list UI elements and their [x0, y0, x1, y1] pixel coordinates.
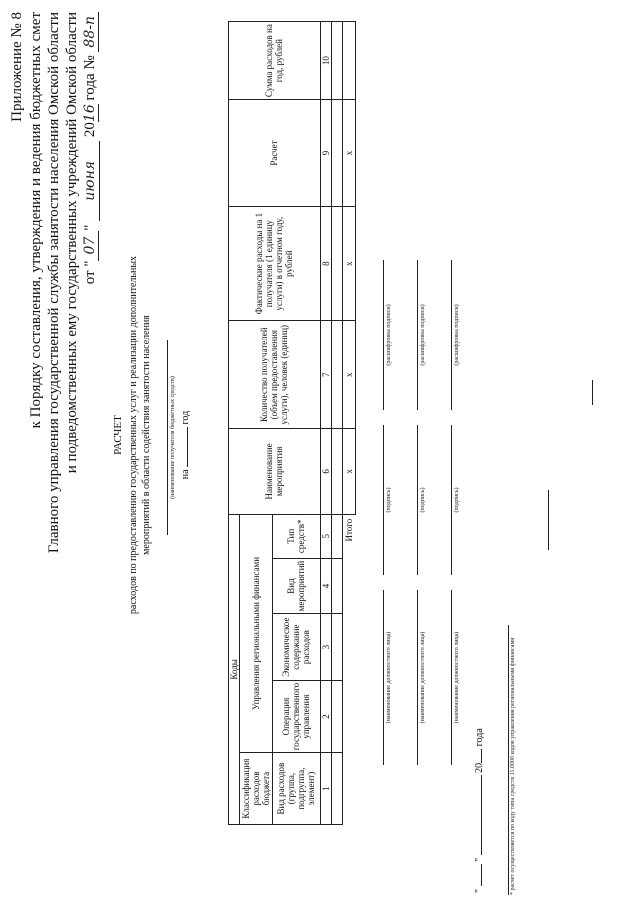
- date-suffix: года №: [82, 55, 98, 105]
- date-day: 07: [82, 231, 99, 261]
- decode-caption: (расшифровка подписи): [454, 304, 460, 366]
- position-line: [451, 590, 452, 765]
- table-cell: [332, 206, 343, 321]
- position-line: [383, 590, 384, 765]
- total-mark-8: x: [343, 206, 356, 321]
- sign-caption: (подпись): [386, 487, 392, 513]
- header-line-3: Главного управления государственной службы занятости населения Омской области: [46, 12, 62, 554]
- decode-line: [383, 260, 384, 410]
- signing-year-suffix: года: [474, 728, 485, 747]
- table-cell: [332, 22, 343, 100]
- table-cell: [332, 100, 343, 207]
- expenses-table: [228, 21, 356, 825]
- total-row: [343, 22, 356, 825]
- budget-classification-header: Классификация расходов бюджета: [240, 753, 272, 825]
- position-line: [417, 590, 418, 765]
- decode-caption: (расшифровка подписи): [386, 304, 392, 366]
- col-3-header: Экономическое содержание расходов: [272, 614, 320, 681]
- col-10-header: Сумма расходов на год, рублей: [229, 22, 321, 100]
- position-caption: (наименование должностного лица): [454, 631, 460, 724]
- footnote-separator: [508, 625, 509, 895]
- header-date-line: [81, 12, 100, 284]
- sign-line: [383, 425, 384, 575]
- sign-caption: (подпись): [420, 487, 426, 513]
- date-quote-open: ": [474, 888, 485, 893]
- date-year-prefix: 20: [82, 122, 98, 138]
- total-mark-9: x: [343, 100, 356, 207]
- num-9: 9: [320, 100, 331, 207]
- total-mark-7: x: [343, 321, 356, 429]
- date-prefix: от ": [82, 260, 98, 285]
- table-cell: [332, 614, 343, 681]
- num-7: 7: [320, 321, 331, 429]
- col-1-header: Вид расходов (группа, подгруппа, элемент): [272, 753, 320, 825]
- num-8: 8: [320, 206, 331, 321]
- date-month: июня: [81, 141, 100, 221]
- document-title: РАСЧЕТ: [112, 415, 124, 455]
- total-sum-cell: [343, 22, 356, 100]
- table-cell: [332, 514, 343, 558]
- date-mid: ": [82, 224, 98, 231]
- recipient-line: [167, 340, 168, 535]
- footnote: * расчет осуществляется по коду типа средств 11.0000 кодов управления региональными финансами: [510, 637, 516, 895]
- decode-line: [417, 260, 418, 410]
- col-9-header: Расчет: [229, 100, 321, 207]
- table-cell: [332, 429, 343, 515]
- title-line-2: мероприятий в области содействия занятости населения: [141, 315, 152, 555]
- table-cell: [332, 680, 343, 752]
- date-year: 16: [82, 104, 98, 123]
- num-6: 6: [320, 429, 331, 515]
- table-cell: [332, 753, 343, 825]
- table-cell: [332, 558, 343, 614]
- sign-line: [451, 425, 452, 575]
- appendix-number: Приложение № 8: [9, 12, 25, 122]
- position-caption: (наименование должностного лица): [386, 631, 392, 724]
- sign-line: [417, 425, 418, 575]
- year-prefix: на: [180, 469, 191, 480]
- scan-mark-line: [548, 490, 549, 550]
- year-blank: [187, 427, 188, 467]
- year-line: [180, 385, 191, 505]
- recipient-caption: (наименование получателя бюджетных средств): [170, 376, 176, 499]
- total-label: Итого: [343, 514, 356, 824]
- header-line-2: к Порядку составления, утверждения и ведения бюджетных смет: [28, 12, 44, 429]
- month-blank: [481, 775, 482, 855]
- num-10: 10: [320, 22, 331, 100]
- header-line-4: и подведомственных ему государственных учреждений Омской области: [64, 12, 80, 474]
- column-numbers-row: [320, 22, 331, 825]
- codes-header: Коды: [229, 514, 240, 824]
- col-5-header: Тип средств*: [272, 514, 320, 558]
- total-mark-6: x: [343, 429, 356, 515]
- table-row: [332, 22, 343, 825]
- title-line-1: расходов по предоставлению государственных услуг и реализации дополнительных: [128, 255, 139, 615]
- signing-date: [474, 728, 485, 893]
- regional-finance-header: Управления региональными финансами: [240, 514, 272, 752]
- order-number: 88-п: [82, 12, 99, 52]
- num-4: 4: [320, 558, 331, 614]
- signing-year-prefix: 20: [474, 762, 485, 773]
- signing-year-blank: [481, 749, 482, 763]
- col-4-header: Вид мероприятий: [272, 558, 320, 614]
- day-blank: [481, 864, 482, 886]
- col-2-header: Операция государственного управления: [272, 680, 320, 752]
- sign-caption: (подпись): [454, 487, 460, 513]
- table-cell: [332, 321, 343, 429]
- decode-line: [451, 260, 452, 410]
- num-1: 1: [320, 753, 331, 825]
- col-6-header: Наименование мероприятия: [229, 429, 321, 515]
- scan-mark-line: [592, 380, 593, 405]
- num-2: 2: [320, 680, 331, 752]
- decode-caption: (расшифровка подписи): [420, 304, 426, 366]
- num-5: 5: [320, 514, 331, 558]
- col-7-header: Количество получателей (объем предоставления услуги), человек (единиц): [229, 321, 321, 429]
- date-quote-close: ": [474, 857, 485, 862]
- year-suffix: год: [180, 410, 191, 425]
- col-8-header: Фактические расходы на 1 получателя (1 единицу услуги) в отчетном году, рублей: [229, 206, 321, 321]
- position-caption: (наименование должностного лица): [420, 631, 426, 724]
- num-3: 3: [320, 614, 331, 681]
